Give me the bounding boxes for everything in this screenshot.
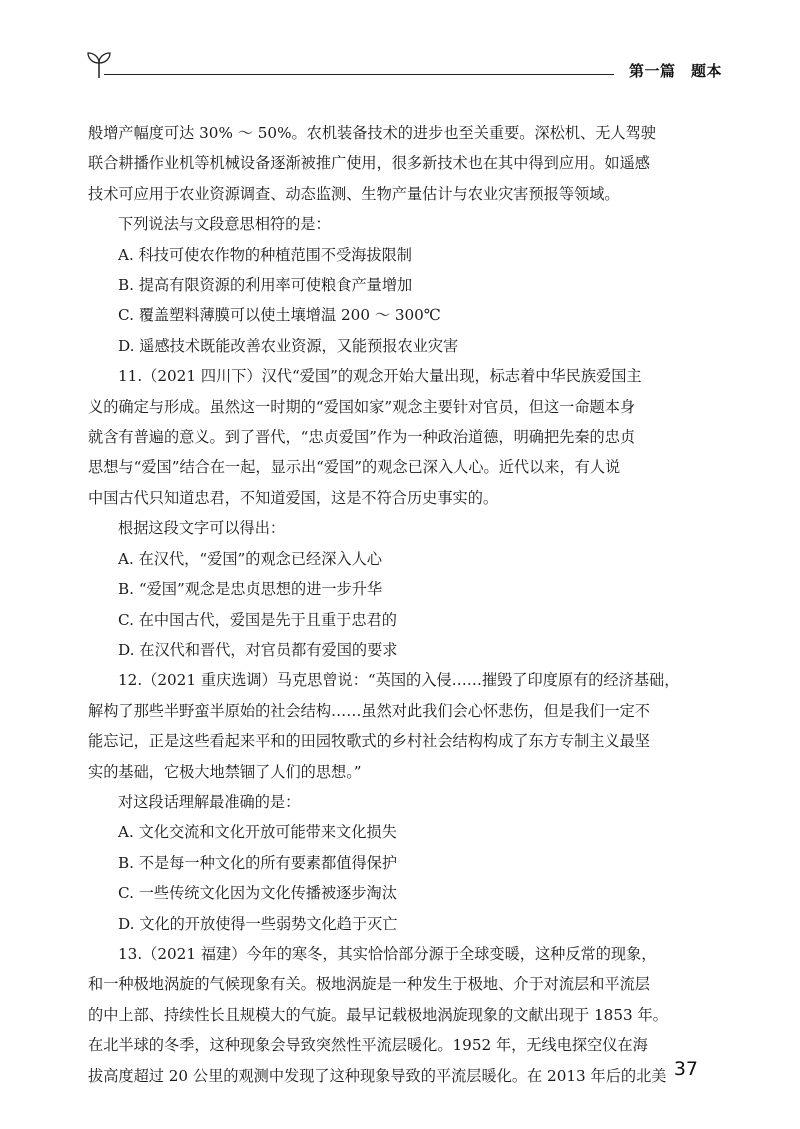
option-c: C. 覆盖塑料薄膜可以使土壤增温 200 ～ 300℃ <box>118 306 441 325</box>
text-line: 就含有普遍的意义。到了晋代，“忠贞爱国”作为一种政治道德，明确把先秦的忠贞 <box>88 428 636 447</box>
text-line: 和一种极地涡旋的气候现象有关。极地涡旋是一种发生于极地、介于对流层和平流层 <box>88 975 650 994</box>
question-prompt: 对这段话理解最准确的是： <box>118 792 301 811</box>
option-b: B. “爱国”观念是忠贞思想的进一步升华 <box>118 580 383 599</box>
sprout-icon <box>82 48 116 82</box>
question-12-start: 12.（2021 重庆选调）马克思曾说：“英国的入侵……摧毁了印度原有的经济基础， <box>118 671 680 690</box>
text-line: 拔高度超过 20 公里的观测中发现了这种现象导致的平流层暖化。在 2013 年后的北美 <box>88 1066 667 1085</box>
text-line: 联合耕播作业机等机械设备逐渐被推广使用，很多新技术也在其中得到应用。如遥感 <box>88 154 650 173</box>
header-title: 第一篇 题本 <box>628 62 722 80</box>
text-line: 能忘记，正是这些看起来平和的田园牧歌式的乡村社会结构构成了东方专制主义最坚 <box>88 732 650 751</box>
question-prompt: 根据这段文字可以得出： <box>118 519 286 538</box>
running-header <box>82 48 722 88</box>
text-line: 思想与“爱国”结合在一起，显示出“爱国”的观念已深入人心。近代以来，有人说 <box>88 458 621 477</box>
option-d: D. 在汉代和晋代，对官员都有爱国的要求 <box>118 640 398 659</box>
option-b: B. 提高有限资源的利用率可使粮食产量增加 <box>118 276 413 295</box>
text-line: 技术可应用于农业资源调查、动态监测、生物产量估计与农业灾害预报等领域。 <box>88 184 620 203</box>
option-a: A. 科技可使农作物的种植范围不受海拔限制 <box>118 245 412 264</box>
text-line: 实的基础，它极大地禁锢了人们的思想。” <box>88 762 362 781</box>
option-c: C. 一些传统文化因为文化传播被逐步淘汰 <box>118 884 397 903</box>
text-line: 义的确定与形成。虽然这一时期的“爱国如家”观念主要针对官员，但这一命题本身 <box>88 397 636 416</box>
header-rule <box>104 74 614 75</box>
text-line: 般增产幅度可达 30% ～ 50%。农机装备技术的进步也至关重要。深松机、无人驾驶 <box>88 124 656 142</box>
text-line: 解构了那些半野蛮半原始的社会结构……虽然对此我们会心怀悲伤，但是我们一定不 <box>88 701 650 720</box>
page-body <box>88 118 716 1091</box>
question-prompt: 下列说法与文段意思相符的是： <box>118 215 331 234</box>
option-a: A. 文化交流和文化开放可能带来文化损失 <box>118 823 397 842</box>
text-line: 中国古代只知道忠君，不知道爱国，这是不符合历史事实的。 <box>88 488 499 507</box>
page-number: 37 <box>673 1058 698 1080</box>
option-c: C. 在中国古代，爱国是先于且重于忠君的 <box>118 610 397 629</box>
option-a: A. 在汉代，“爱国”的观念已经深入人心 <box>118 549 382 568</box>
option-d: D. 文化的开放使得一些弱势文化趋于灭亡 <box>118 914 398 933</box>
question-11-start: 11.（2021 四川下）汉代“爱国”的观念开始大量出现，标志着中华民族爱国主 <box>118 367 642 386</box>
option-b: B. 不是每一种文化的所有要素都值得保护 <box>118 853 398 872</box>
option-d: D. 遥感技术既能改善农业资源，又能预报农业灾害 <box>118 336 459 355</box>
question-13-start: 13.（2021 福建）今年的寒冬，其实恰恰部分源于全球变暖，这种反常的现象， <box>118 944 657 963</box>
text-line: 的中上部、持续性长且规模大的气旋。最早记载极地涡旋现象的文献出现于 1853 年。 <box>88 1005 668 1024</box>
text-line: 在北半球的冬季，这种现象会导致突然性平流层暖化。1952 年，无线电探空仪在海 <box>88 1036 648 1055</box>
